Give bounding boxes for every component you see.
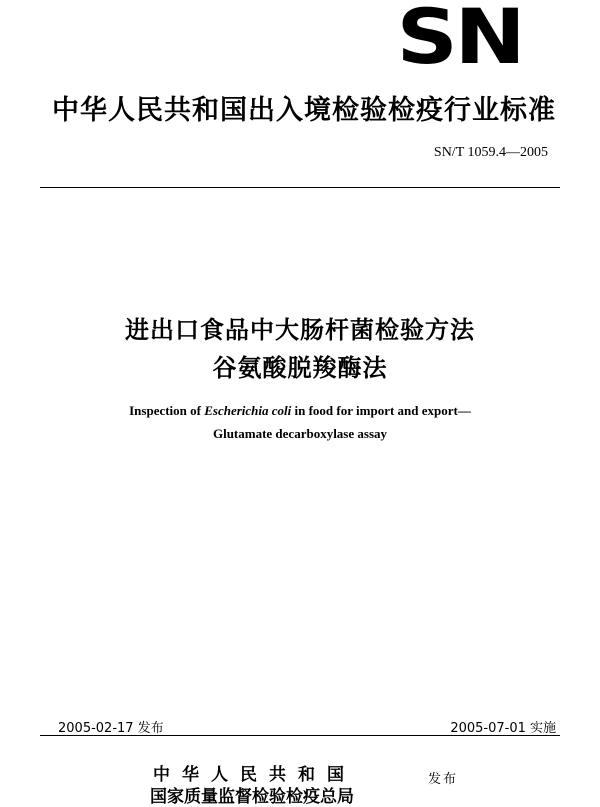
standard-code: SN/T 1059.4—2005: [433, 145, 548, 160]
sn-logo: SN: [396, 0, 522, 81]
issuer-agency: 国家质量监督检验检疫总局: [150, 787, 354, 807]
implement-date: 2005-07-01 实施: [450, 721, 556, 736]
issuer-country: 中华人民共和国: [153, 765, 356, 785]
top-divider: [40, 187, 560, 188]
org-title: 中华人民共和国出入境检验检疫行业标准: [52, 95, 556, 126]
title-en-line2: Glutamate decarboxylase assay: [212, 426, 388, 441]
publish-date: 2005-02-17 发布: [58, 721, 164, 736]
bottom-divider: [40, 735, 560, 736]
title-en-line1: [0, 403, 600, 419]
title-en-suffix: in food for import and export—: [291, 403, 471, 418]
title-cn-line2: 谷氨酸脱羧酶法: [212, 354, 388, 382]
title-cn-line1: 进出口食品中大肠杆菌检验方法: [125, 316, 475, 344]
title-en-prefix: Inspection of: [129, 403, 205, 418]
title-en-species: Escherichia coli: [204, 403, 292, 418]
release-label: 发布: [428, 772, 459, 787]
issuer-block: [150, 760, 356, 807]
